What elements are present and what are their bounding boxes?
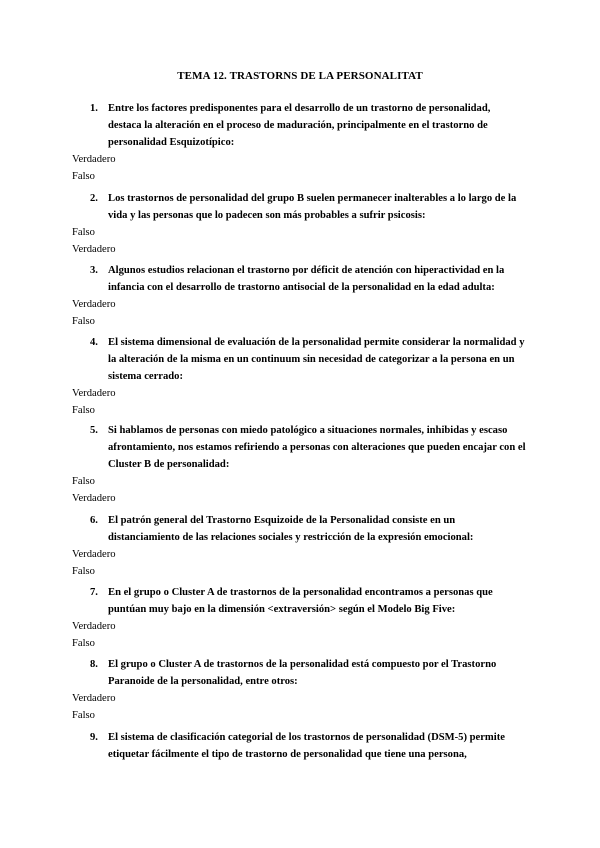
question-text: Si hablamos de personas con miedo patológico a situaciones normales, inhibidas y escaso afrontamiento, nos estamos refiriendo a personas con alteraciones que pueden encajar con el Cluster B de personalidad: <box>108 425 526 470</box>
option-falso[interactable]: Falso <box>72 566 95 577</box>
question-text: Algunos estudios relacionan el trastorno por déficit de atención con hiperactividad en la infancia con el desarrollo de trastorno antisocial de la personalidad en la edad adulta: <box>108 265 505 293</box>
question-number: 3. <box>90 265 98 276</box>
question-text: Los trastornos de personalidad del grupo B suelen permanecer inalterables a lo largo de la vida y las personas que lo padecen son más probables a sufrir psicosis: <box>108 193 517 221</box>
question-text: El sistema de clasificación categorial de los trastornos de personalidad (DSM-5) permite etiquetar fácilmente el tipo de trastorno de personalidad que tiene una persona, <box>108 732 505 760</box>
question-number: 8. <box>90 659 98 670</box>
option-verdadero[interactable]: Verdadero <box>72 299 116 310</box>
question-number: 2. <box>90 193 98 204</box>
option-verdadero[interactable]: Verdadero <box>72 154 116 165</box>
question-text: El sistema dimensional de evaluación de la personalidad permite considerar la normalidad y la alteración de la misma en un continuum sin necesidad de categorizar a la persona en un sistema cerrado: <box>108 337 525 382</box>
question-1 <box>0 100 600 185</box>
option-falso[interactable]: Falso <box>72 476 95 487</box>
option-falso[interactable]: Falso <box>72 638 95 649</box>
option-verdadero[interactable]: Verdadero <box>72 549 116 560</box>
question-7 <box>0 584 600 652</box>
question-number: 4. <box>90 337 98 348</box>
question-text: Entre los factores predisponentes para el desarrollo de un trastorno de personalidad, destaca la alteración en el proceso de maduración, principalmente en el trastorno de personalidad Esquizotípico: <box>108 103 491 148</box>
option-falso[interactable]: Falso <box>72 405 95 416</box>
question-5 <box>0 422 600 507</box>
question-2 <box>0 190 600 258</box>
question-number: 1. <box>90 103 98 114</box>
option-verdadero[interactable]: Verdadero <box>72 621 116 632</box>
option-verdadero[interactable]: Verdadero <box>72 693 116 704</box>
question-8 <box>0 656 600 724</box>
option-falso[interactable]: Falso <box>72 710 95 721</box>
question-text: El patrón general del Trastorno Esquizoide de la Personalidad consiste en un distanciamiento de las relaciones sociales y restricción de la expresión emocional: <box>108 515 474 543</box>
question-number: 6. <box>90 515 98 526</box>
question-4 <box>0 334 600 419</box>
option-verdadero[interactable]: Verdadero <box>72 244 116 255</box>
question-number: 7. <box>90 587 98 598</box>
option-verdadero[interactable]: Verdadero <box>72 493 116 504</box>
option-falso[interactable]: Falso <box>72 316 95 327</box>
question-text: En el grupo o Cluster A de trastornos de la personalidad encontramos a personas que puntúan muy bajo en la dimensión <extraversión> según el Modelo Big Five: <box>108 587 493 615</box>
question-text: El grupo o Cluster A de trastornos de la personalidad está compuesto por el Trastorno Paranoide de la personalidad, entre otros: <box>108 659 497 687</box>
question-3 <box>0 262 600 330</box>
question-9 <box>0 729 600 763</box>
document-title: TEMA 12. TRASTORNS DE LA PERSONALITAT <box>177 70 423 82</box>
question-number: 9. <box>90 732 98 743</box>
question-6 <box>0 512 600 580</box>
option-falso[interactable]: Falso <box>72 171 95 182</box>
option-falso[interactable]: Falso <box>72 227 95 238</box>
question-number: 5. <box>90 425 98 436</box>
option-verdadero[interactable]: Verdadero <box>72 388 116 399</box>
